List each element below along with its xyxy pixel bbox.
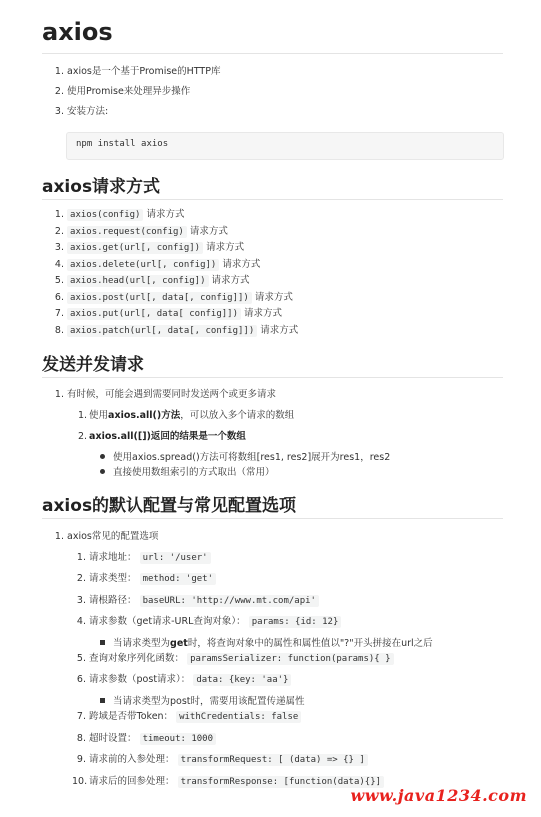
config-option: 4. 请求参数（get请求-URL查询对象）： params: {id: 12} bbox=[76, 615, 341, 629]
concurrent-sub-1: 1. 使用axios.all()方法，可以放入多个请求的数组 bbox=[78, 410, 295, 421]
section-divider bbox=[42, 377, 503, 378]
intro-item-1: 1. axios是一个基于Promise的HTTP库 bbox=[54, 66, 221, 77]
config-option: 1. 请求地址： url: '/user' bbox=[76, 551, 211, 565]
method-item: 3. axios.get(url[, config]) 请求方式 bbox=[54, 242, 245, 253]
concurrent-bullet-2: 直接使用数组索引的方式取出（常用） bbox=[100, 466, 275, 480]
config-note-post: 当请求类型为post时，需要用该配置传递属性 bbox=[100, 695, 305, 709]
config-option: 6. 请求参数（post请求）： data: {key: 'aa'} bbox=[76, 673, 291, 687]
concurrent-bullet-1: 使用axios.spread()方法可将数组[res1, res2]展开为res1，res2 bbox=[100, 451, 390, 465]
page-title: axios bbox=[42, 18, 113, 46]
section-divider bbox=[42, 518, 503, 519]
concurrent-sub-2: 2. axios.all([])返回的结果是一个数组 bbox=[78, 431, 246, 442]
concurrent-item-1: 1. 有时候，可能会遇到需要同时发送两个或更多请求 bbox=[54, 389, 277, 400]
method-item: 6. axios.post(url[, data[, config]]) 请求方式 bbox=[54, 292, 293, 303]
method-item: 5. axios.head(url[, config]) 请求方式 bbox=[54, 275, 250, 286]
watermark-text: www.java1234.com bbox=[350, 786, 527, 805]
config-option: 7. 跨域是否带Token： withCredentials: false bbox=[76, 710, 301, 724]
intro-item-2: 2. 使用Promise来处理异步操作 bbox=[54, 86, 191, 97]
method-item: 1. axios(config) 请求方式 bbox=[54, 209, 185, 220]
install-code-block bbox=[66, 132, 504, 160]
config-option: 5. 查询对象序列化函数： paramsSerializer: function(params){ } bbox=[76, 652, 394, 666]
config-option: 9. 请求前的入参处理： transformRequest: [ (data) => {} ] bbox=[76, 753, 368, 767]
config-option: 8. 超时设置： timeout: 1000 bbox=[76, 732, 216, 746]
install-command: npm install axios bbox=[76, 139, 169, 149]
config-option: 2. 请求类型： method: 'get' bbox=[76, 572, 216, 586]
section-divider bbox=[42, 199, 503, 200]
method-item: 4. axios.delete(url[, config]) 请求方式 bbox=[54, 259, 261, 270]
method-item: 8. axios.patch(url[, data[, config]]) 请求方式 bbox=[54, 325, 299, 336]
section-heading-config: axios的默认配置与常见配置选项 bbox=[42, 496, 297, 516]
config-note-get: 当请求类型为get时，将查询对象中的属性和属性值以"?"开头拼接在url之后 bbox=[100, 637, 433, 651]
title-divider bbox=[42, 53, 503, 54]
section-heading-concurrent: 发送并发请求 bbox=[42, 355, 144, 375]
intro-item-3: 3. 安装方法: bbox=[54, 106, 109, 117]
config-item-1: 1. axios常见的配置选项 bbox=[54, 531, 159, 542]
config-option: 3. 请根路径： baseURL: 'http://www.mt.com/api' bbox=[76, 594, 319, 608]
section-heading-request-methods: axios请求方式 bbox=[42, 177, 161, 197]
method-item: 2. axios.request(config) 请求方式 bbox=[54, 226, 228, 237]
method-item: 7. axios.put(url[, data[ config]]) 请求方式 bbox=[54, 308, 283, 319]
config-option: 10. 请求后的回参处理： transformResponse: [function(data){}] bbox=[72, 775, 384, 789]
